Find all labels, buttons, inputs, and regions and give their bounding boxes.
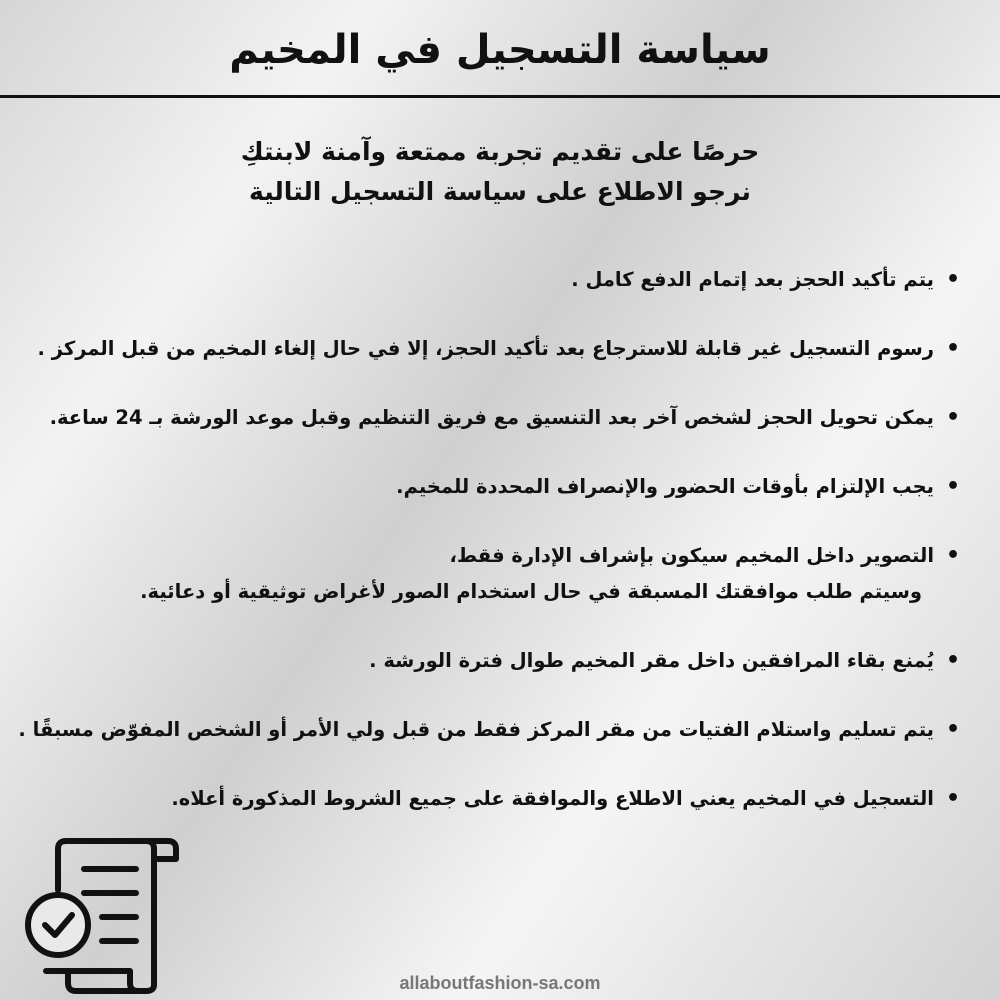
intro-line-2: نرجو الاطلاع على سياسة التسجيل التالية — [249, 177, 751, 206]
policy-item-text: يجب الإلتزام بأوقات الحضور والإنصراف المحددة للمخيم. — [396, 475, 934, 498]
bullet: • — [945, 336, 960, 361]
page-title: سياسة التسجيل في المخيم — [229, 27, 771, 73]
policy-item — [0, 643, 960, 679]
policy-item-text: رسوم التسجيل غير قابلة للاسترجاع بعد تأكيد الحجز، إلا في حال إلغاء المخيم من قبل المركز . — [37, 337, 934, 360]
policy-list — [0, 262, 960, 850]
policy-item — [0, 781, 960, 817]
policy-item — [0, 331, 960, 367]
policy-item-text: يتم تسليم واستلام الفتيات من مقر المركز فقط من قبل ولي الأمر أو الشخص المفوّض مسبقًا . — [18, 718, 934, 741]
document-check-icon — [18, 835, 186, 995]
bullet: • — [945, 717, 960, 742]
policy-item-text: يُمنع بقاء المرافقين داخل مقر المخيم طوال فترة الورشة . — [369, 649, 934, 672]
title-divider — [0, 95, 1000, 98]
policy-item — [0, 400, 960, 436]
policy-item-text: التسجيل في المخيم يعني الاطلاع والموافقة على جميع الشروط المذكورة أعلاه. — [171, 787, 934, 810]
bullet: • — [945, 474, 960, 499]
bullet: • — [945, 543, 960, 568]
intro-text — [0, 132, 1000, 212]
policy-item-text: يمكن تحويل الحجز لشخص آخر بعد التنسيق مع فريق التنظيم وقبل موعد الورشة بـ 24 ساعة. — [49, 406, 934, 429]
footer-website: allaboutfashion-sa.com — [399, 973, 601, 993]
bullet: • — [945, 648, 960, 673]
intro-line-1: حرصًا على تقديم تجربة ممتعة وآمنة لابنتكِ — [240, 137, 760, 166]
bullet: • — [945, 405, 960, 430]
policy-item — [0, 712, 960, 748]
bullet: • — [945, 267, 960, 292]
policy-item — [0, 538, 960, 610]
policy-item-text: يتم تأكيد الحجز بعد إتمام الدفع كامل . — [571, 268, 934, 291]
policy-item-text-continued: وسيتم طلب موافقتك المسبقة في حال استخدام الصور لأغراض توثيقية أو دعائية. — [140, 580, 922, 603]
policy-item-text: التصوير داخل المخيم سيكون بإشراف الإدارة فقط، — [449, 544, 934, 567]
policy-item — [0, 262, 960, 298]
policy-item — [0, 469, 960, 505]
bullet: • — [945, 786, 960, 811]
